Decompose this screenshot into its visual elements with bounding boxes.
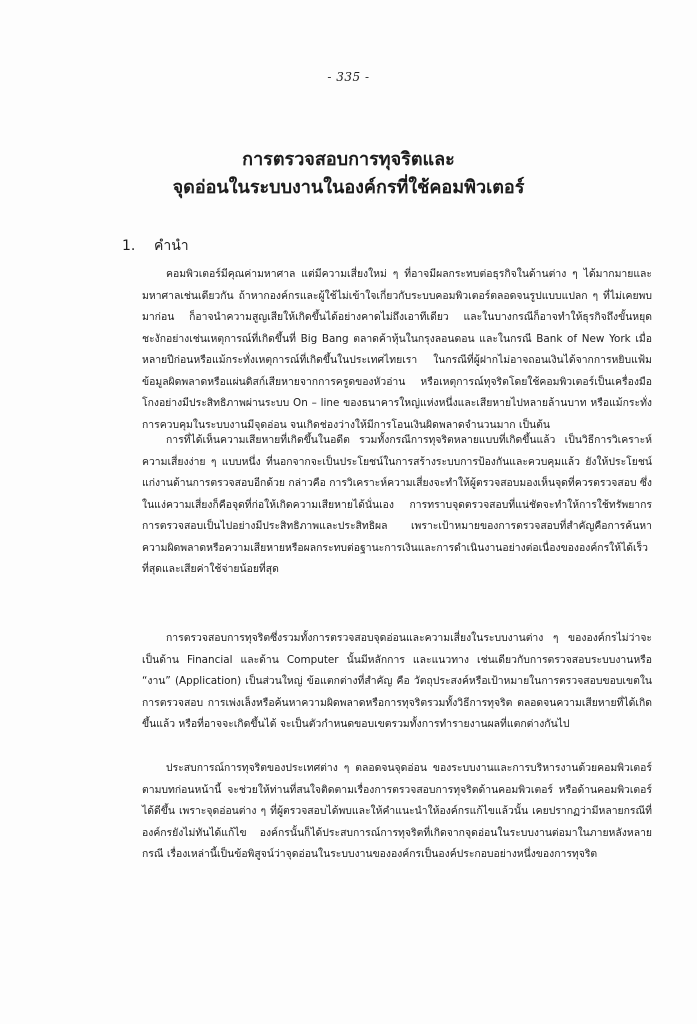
paragraph-2: [142, 430, 652, 581]
title-line-2: จุดอ่อนในระบบงานในองค์กรที่ใช้คอมพิวเตอร์: [172, 177, 525, 198]
page-number: - 335 -: [327, 70, 370, 84]
paragraph-3: [142, 628, 652, 736]
section-title: คำนำ: [154, 238, 189, 254]
paragraph-4: [142, 758, 652, 866]
title-line-1: การตรวจสอบการทุจริตและ: [242, 149, 455, 170]
section-number: 1.: [122, 238, 136, 254]
section-heading: [122, 237, 189, 255]
document-title: [0, 146, 697, 202]
paragraph-text: คอมพิวเตอร์มีคุณค่ามหาศาล แต่มีความเสี่ยงใหม่ ๆ ที่อาจมีผลกระทบต่อธุรกิจในด้านต่าง ๆ ได้มากมายและมหาศาลเช่นเดียวกัน ถ้าหากองค์กรและผู้ใช้ไม่เข้าใจเกี่ยวกับระบบคอมพิวเตอร์ตลอดจนรูปแบบแปลก ๆ ที่ไม่เคยพบมาก่อน ก็อาจนำความสูญเสียให้เกิดขึ้นได้อย่างคาดไม่ถึงเอาทีเดียว และในบางกรณีก็อาจทำให้ธุรกิจถึงขั้นหยุดชะงักอย่างเช่นเหตุการณ์ที่เกิดขึ้นที่ Big Bang ตลาดค้าหุ้นในกรุงลอนดอน และในกรณี Bank of New York เมื่อหลายปีก่อนหรือแม้กระทั่งเหตุการณ์ที่เกิดขึ้นในประเทศไทยเรา ในกรณีที่ผู้ฝากไม่อาจถอนเงินได้จากการหยิบแฟ้มข้อมูลผิดพลาดหรือแผ่นดิสก์เสียหายจากการครูดของหัวอ่าน หรือเหตุการณ์ทุจริตโดยใช้คอมพิวเตอร์เป็นเครื่องมือโกงอย่างมีประสิทธิภาพผ่านระบบ On – line ของธนาคารใหญ่แห่งหนึ่งและเสียหายไปหลายล้านบาท หรือแม้กระทั่งการควบคุมในระบบงานมีจุดอ่อน จนเกิดช่องว่างให้มีการโอนเงินผิดพลาดจำนวนมาก เป็นต้น: [142, 268, 652, 431]
paragraph-text: การตรวจสอบการทุจริตซึ่งรวมทั้งการตรวจสอบจุดอ่อนและความเสี่ยงในระบบงานต่าง ๆ ขององค์กรไม่ว่าจะเป็นด้าน Financial และด้าน Computer นั้นมีหลักการ และแนวทาง เช่นเดียวกับการตรวจสอบระบบงานหรือ “งาน” (Application) เป็นส่วนใหญ่ ข้อแตกต่างที่สำคัญ คือ วัตถุประสงค์หรือเป้าหมายในการตรวจสอบขอบเขตในการตรวจสอบ การเพ่งเล็งหรือค้นหาความผิดพลาดหรือการทุจริตรวมทั้งวิธีการทุจริต ตลอดจนความเสียหายที่ได้เกิดขึ้นแล้ว หรือที่อาจจะเกิดขึ้นได้ จะเป็นตัวกำหนดขอบเขตรวมทั้งการทำรายงานผลที่แตกต่างกันไป: [142, 632, 652, 730]
paragraph-1: [142, 264, 652, 436]
paragraph-text: การที่ได้เห็นความเสียหายที่เกิดขึ้นในอดีต รวมทั้งกรณีการทุจริตหลายแบบที่เกิดขึ้นแล้ว เป็นวิธีการวิเคราะห์ความเสี่ยงง่าย ๆ แบบหนึ่ง ที่นอกจากจะเป็นประโยชน์ในการสร้างระบบการป้องกันและควบคุมแล้ว ยังให้ประโยชน์แก่งานด้านการตรวจสอบอีกด้วย กล่าวคือ การวิเคราะห์ความเสี่ยงจะทำให้ผู้ตรวจสอบมองเห็นจุดที่ควรตรวจสอบ ซึ่งในแง่ความเสี่ยงก็คือจุดที่ก่อให้เกิดความเสียหายได้นั่นเอง การทราบจุดตรวจสอบที่แน่ชัดจะทำให้การใช้ทรัพยากรการตรวจสอบเป็นไปอย่างมีประสิทธิภาพและประสิทธิผล เพราะเป้าหมายของการตรวจสอบที่สำคัญคือการค้นหาความผิดพลาดหรือความเสียหายหรือผลกระทบต่อฐานะการเงินและการดำเนินงานอย่างต่อเนื่องขององค์กรให้ได้เร็วที่สุดและเสียค่าใช้จ่ายน้อยที่สุด: [142, 434, 652, 575]
paragraph-text: ประสบการณ์การทุจริตของประเทศต่าง ๆ ตลอดจนจุดอ่อน ของระบบงานและการบริหารงานด้วยคอมพิวเตอร์ตามบทก่อนหน้านี้ จะช่วยให้ท่านที่สนใจติดตามเรื่องการตรวจสอบการทุจริตด้านคอมพิวเตอร์ หรือด้านคอมพิวเตอร์ได้ดีขึ้น เพราะจุดอ่อนต่าง ๆ ที่ผู้ตรวจสอบได้พบและให้คำแนะนำให้องค์กรแก้ไขแล้วนั้น เคยปรากฏว่ามีหลายกรณีที่องค์กรยังไม่ทันได้แก้ไข องค์กรนั้นก็ได้ประสบการณ์การทุจริตที่เกิดจากจุดอ่อนในระบบงานต่อมาในภายหลังหลายกรณี เรื่องเหล่านี้เป็นข้อพิสูจน์ว่าจุดอ่อนในระบบงานขององค์กรเป็นองค์ประกอบอย่างหนึ่งของการทุจริต: [142, 762, 652, 860]
